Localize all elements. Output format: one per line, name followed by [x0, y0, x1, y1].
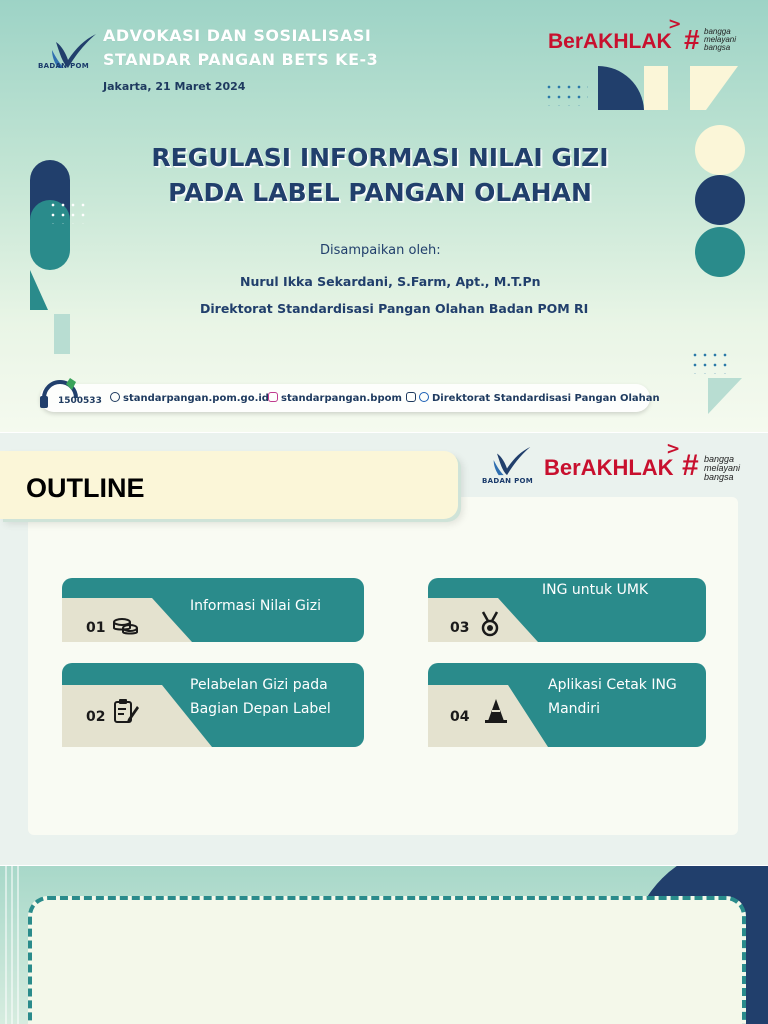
outline-slide [0, 433, 768, 865]
event-line-2: STANDAR PANGAN BETS KE-3 [103, 50, 379, 69]
content-frame [28, 896, 746, 1024]
bangga-melayani-bangsa: bangga melayani bangsa [704, 454, 741, 482]
item-label: Informasi Nilai Gizi [190, 598, 322, 614]
presented-by-label: Disampaikan oleh: [320, 243, 441, 258]
globe-icon [110, 392, 120, 402]
berakhlak-logo: BerAKHLAK [548, 30, 672, 53]
instagram-icon [268, 392, 278, 402]
presentation-title: REGULASI INFORMASI NILAI GIZI PADA LABEL PANGAN OLAHAN [151, 143, 609, 207]
outline-item-1[interactable] [62, 578, 364, 662]
item-number: 04 [450, 709, 470, 725]
hash-icon: # [684, 24, 700, 55]
item-label: Aplikasi Cetak ING Mandiri [548, 677, 677, 717]
youtube-facebook-link[interactable]: Direktorat Standardisasi Pangan Olahan [406, 392, 660, 404]
cone-icon [482, 697, 510, 725]
outline-item-3[interactable] [428, 578, 706, 662]
dot-grid [48, 200, 88, 224]
instagram-link[interactable]: standarpangan.bpom [268, 392, 402, 404]
item-number: 03 [450, 620, 470, 636]
org-logo-text: BADAN POM [38, 62, 90, 70]
clipboard-edit-icon [112, 697, 140, 725]
badan-pom-logo [38, 28, 98, 78]
presenter-name: Nurul Ikka Sekardani, S.Farm, Apt., M.T.Pn [240, 274, 541, 289]
chevron-icon: > [668, 14, 682, 33]
item-label: Pelabelan Gizi pada Bagian Depan Label [190, 677, 331, 717]
item-number: 01 [86, 620, 106, 636]
event-line-1: ADVOKASI DAN SOSIALISASI [103, 26, 372, 45]
bangga-melayani-bangsa: bangga melayani bangsa [704, 27, 737, 52]
org-logo-text: BADAN POM [482, 477, 534, 485]
outline-item-2[interactable] [62, 663, 364, 747]
social-bar [40, 384, 660, 412]
youtube-icon [406, 392, 416, 402]
item-number: 02 [86, 709, 106, 725]
medal-icon [476, 610, 504, 638]
card-background [62, 578, 364, 662]
dot-grid [690, 350, 730, 374]
outline-title: OUTLINE [26, 473, 145, 503]
event-date: Jakarta, 21 Maret 2024 [103, 80, 246, 93]
title-slide [0, 0, 768, 432]
presenter-org: Direktorat Standardisasi Pangan Olahan Badan POM RI [200, 301, 589, 316]
content-slide-partial [0, 866, 768, 1024]
headset-icon [36, 368, 106, 418]
facebook-icon [419, 392, 429, 402]
item-label: ING untuk UMK [542, 582, 649, 598]
coins-icon [112, 610, 140, 638]
chevron-icon: > [666, 439, 681, 459]
dot-grid [544, 82, 588, 106]
website-link[interactable]: standarpangan.pom.go.id [110, 392, 269, 404]
event-title [103, 24, 378, 72]
outline-item-4[interactable] [428, 663, 706, 747]
hotline-number: 1500533 [58, 396, 102, 406]
hash-icon: # [682, 449, 699, 482]
berakhlak-logo: BerAKHLAK [544, 455, 674, 480]
